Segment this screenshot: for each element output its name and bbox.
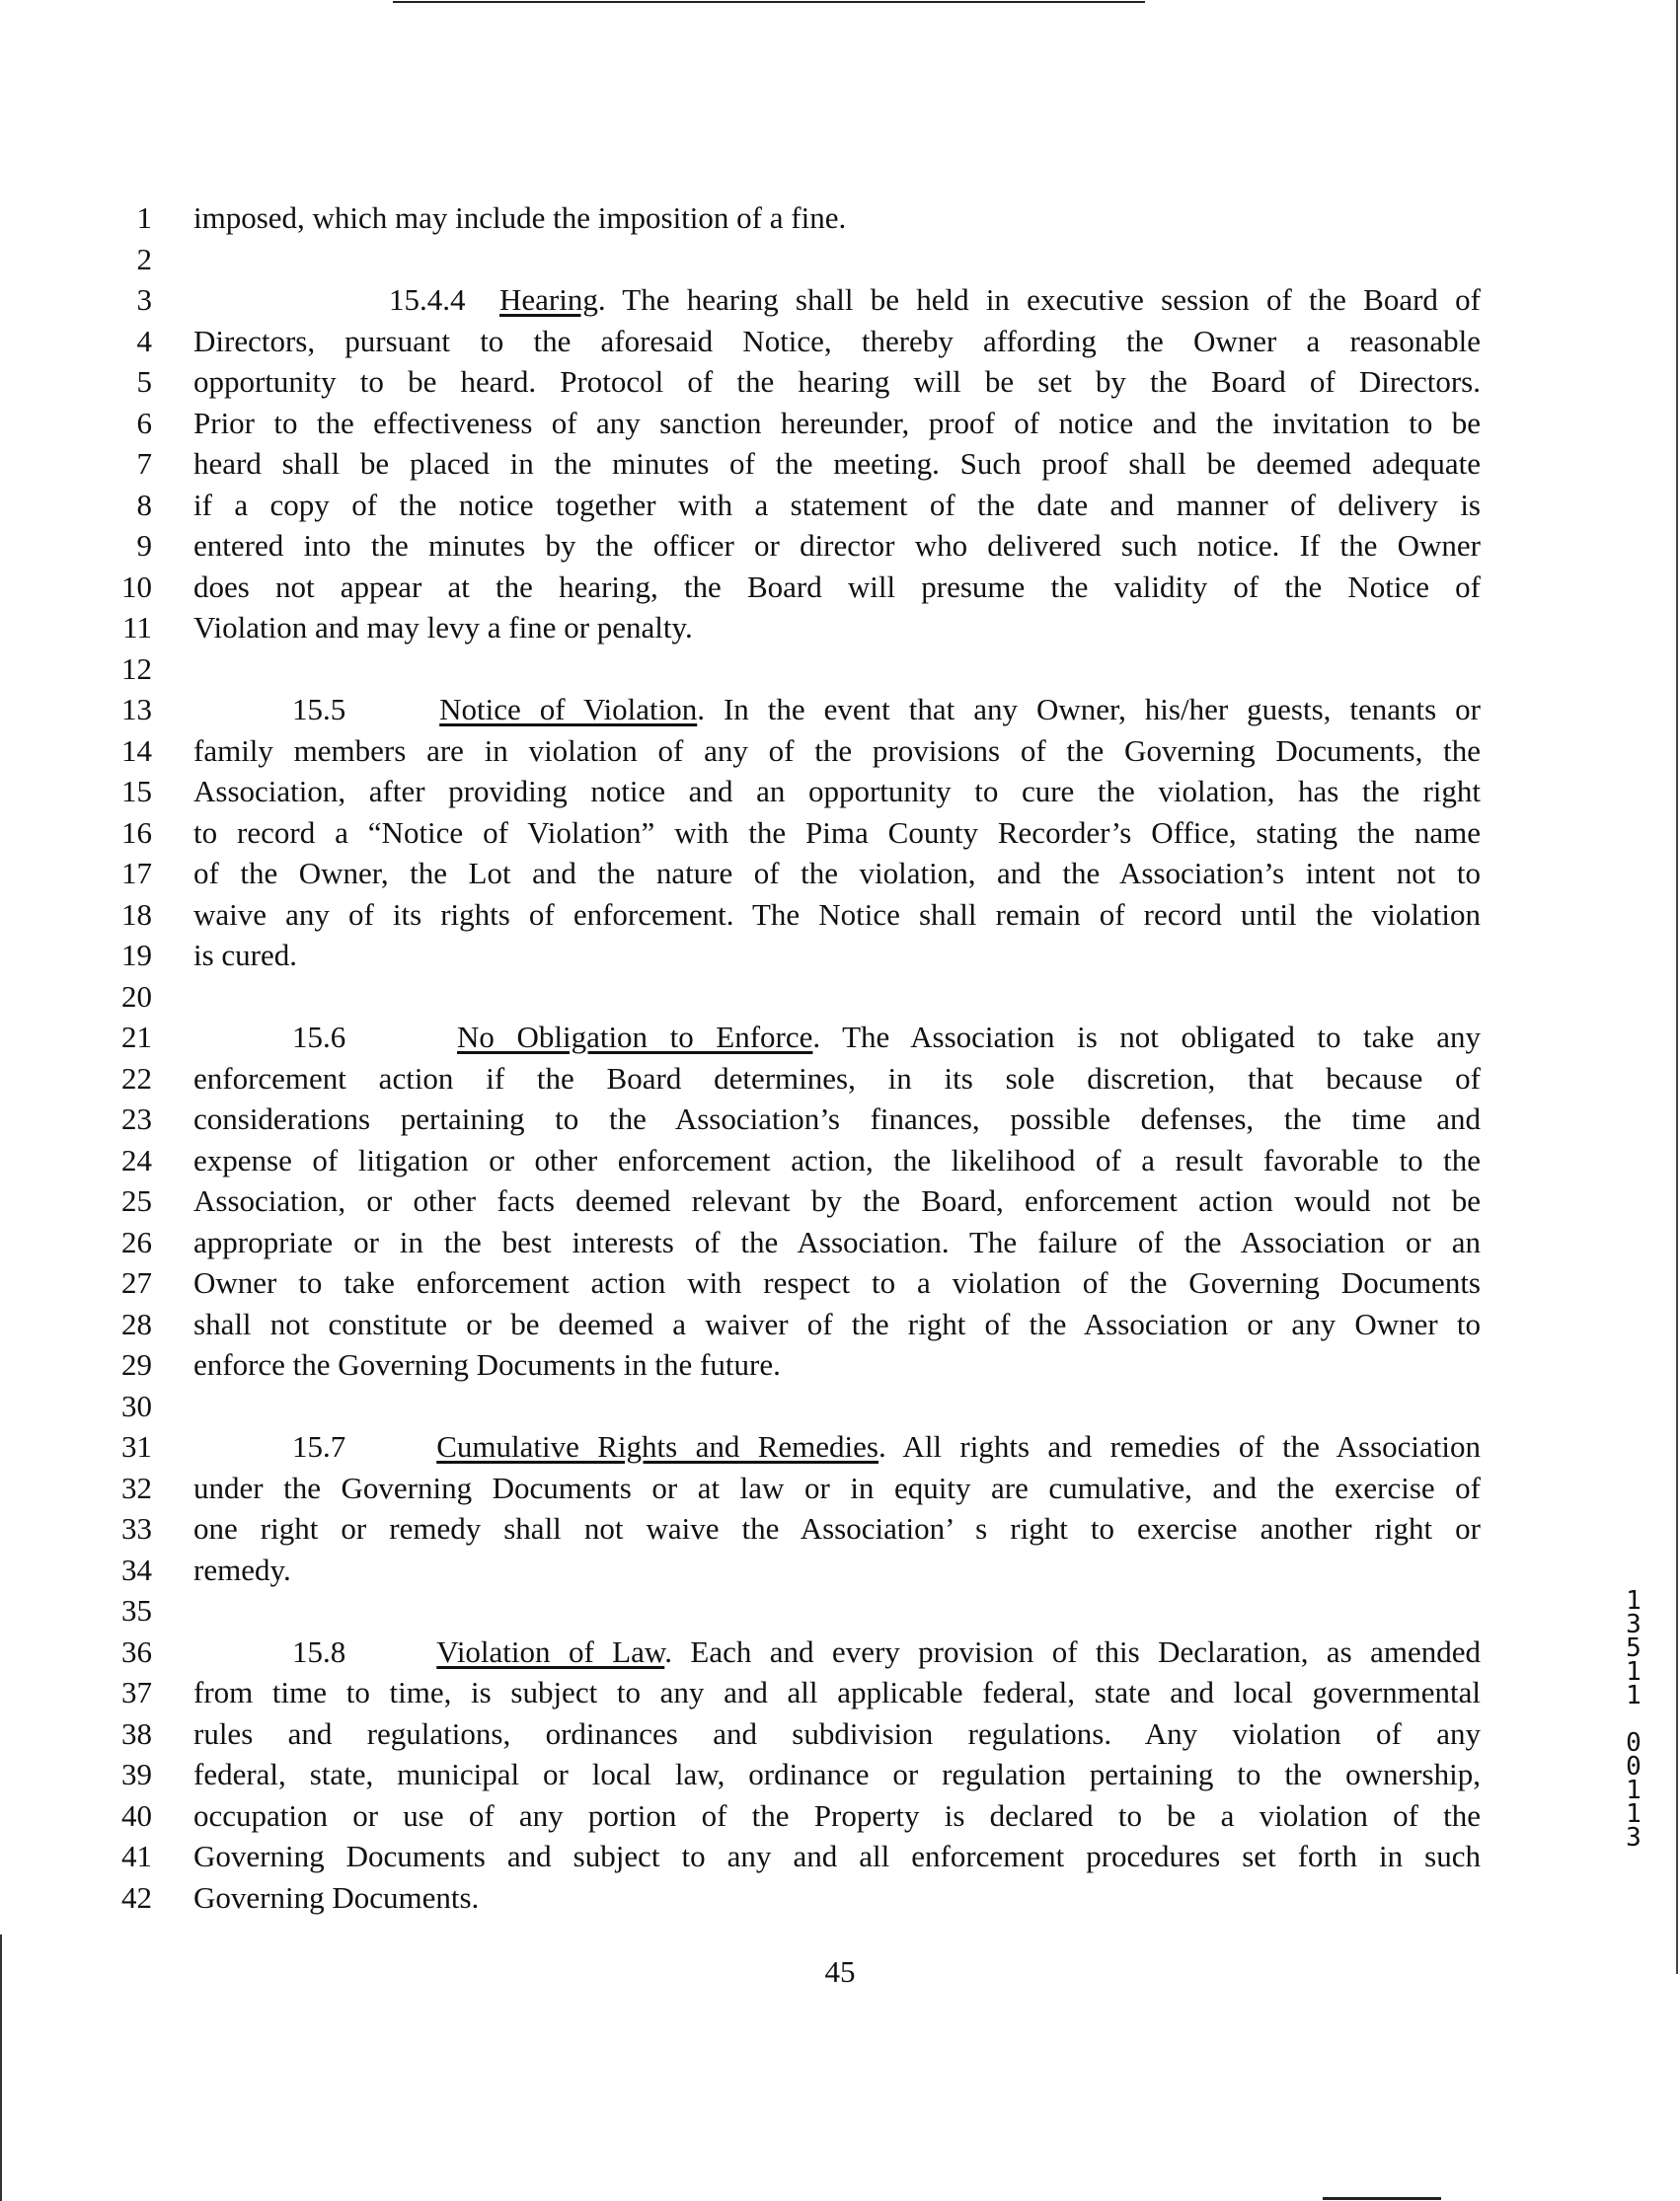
section-number: 15.8	[292, 1633, 346, 1669]
line-text: Owner to take enforcement action with respect to a violation of the Governing Documents	[193, 1265, 1481, 1300]
line-text: waive any of its rights of enforcement. The Notice shall remain of record until the violation	[193, 896, 1481, 932]
stamp-digit: 5	[1626, 1633, 1642, 1663]
document-line	[99, 1713, 1481, 1755]
document-line	[99, 689, 1481, 730]
stamp-digit: 1	[1626, 1776, 1642, 1805]
document-line	[99, 1386, 1481, 1427]
line-number: 32	[121, 1470, 152, 1505]
line-number: 8	[136, 487, 152, 522]
document-line	[99, 1795, 1481, 1837]
line-text: opportunity to be heard. Protocol of the hearing will be set by the Board of Directors.	[193, 364, 1481, 399]
document-line	[99, 1508, 1481, 1550]
bottom-scan-mark	[1323, 2197, 1441, 2200]
line-number: 11	[122, 610, 152, 645]
document-line	[99, 1222, 1481, 1263]
document-line	[99, 1550, 1481, 1591]
line-number: 6	[136, 405, 152, 440]
section-title: No Obligation to Enforce	[457, 1020, 813, 1054]
document-line	[99, 1754, 1481, 1795]
line-number: 23	[121, 1101, 152, 1136]
document-line	[99, 361, 1481, 403]
line-number: 1	[136, 200, 152, 235]
document-line	[99, 239, 1481, 280]
document-line	[99, 976, 1481, 1018]
line-text: to record a “Notice of Violation” with the Pima County Recorder’s Office, stating the name	[193, 814, 1481, 850]
section-text: . In the event that any Owner, his/her guests, tenants or	[697, 692, 1481, 726]
document-line	[99, 1344, 1481, 1386]
line-text: appropriate or in the best interests of the Association. The failure of the Association or an	[193, 1224, 1481, 1259]
document-line	[99, 607, 1481, 648]
line-number: 16	[121, 814, 152, 850]
stamp-digit: 1	[1626, 1586, 1642, 1616]
section-number: 15.5	[292, 692, 346, 726]
page-number: 45	[824, 1954, 856, 1989]
stamp-digit: 3	[1626, 1610, 1642, 1639]
line-number: 22	[121, 1060, 152, 1096]
line-number: 13	[121, 692, 152, 726]
document-line	[99, 567, 1481, 608]
line-number: 7	[136, 446, 152, 481]
section-text: . All rights and remedies of the Association	[878, 1429, 1481, 1464]
stamp-digit: 1	[1626, 1681, 1642, 1710]
line-number: 27	[121, 1265, 152, 1300]
line-number: 39	[121, 1757, 152, 1791]
line-number: 19	[121, 938, 152, 972]
document-line	[99, 279, 1481, 321]
line-text: Violation and may levy a fine or penalty.	[193, 610, 693, 645]
line-text: remedy.	[193, 1552, 291, 1587]
document-line	[99, 853, 1481, 894]
section-title: Cumulative Rights and Remedies	[436, 1429, 878, 1464]
line-number: 29	[121, 1347, 152, 1382]
line-text: Prior to the effectiveness of any sanction hereunder, proof of notice and the invitation to be	[193, 405, 1481, 440]
line-text: enforcement action if the Board determines, in its sole discretion, that because of	[193, 1060, 1481, 1096]
line-text: entered into the minutes by the officer or director who delivered such notice. If the Owner	[193, 528, 1481, 563]
line-number: 21	[121, 1020, 152, 1054]
line-text: imposed, which may include the imposition of a fine.	[193, 200, 847, 235]
line-number: 41	[121, 1839, 152, 1873]
line-text: family members are in violation of any of the provisions of the Governing Documents, the	[193, 732, 1481, 768]
line-text: Association, or other facts deemed relevant by the Board, enforcement action would not be	[193, 1183, 1481, 1218]
document-line	[99, 1426, 1481, 1468]
document-line	[99, 1672, 1481, 1713]
document-line	[99, 1017, 1481, 1058]
line-text: Directors, pursuant to the aforesaid Notice, thereby affording the Owner a reasonable	[193, 323, 1481, 358]
section-text: . Each and every provision of this Declaration, as amended	[664, 1633, 1481, 1669]
line-text: heard shall be placed in the minutes of the meeting. Such proof shall be deemed adequate	[193, 446, 1481, 481]
line-text: is cured.	[193, 938, 298, 972]
section-number: 15.4.4	[389, 282, 466, 317]
line-text: Governing Documents.	[193, 1879, 480, 1915]
document-line	[99, 730, 1481, 772]
line-number: 34	[121, 1552, 152, 1587]
stamp-digit: 3	[1626, 1823, 1642, 1853]
line-number: 28	[121, 1306, 152, 1341]
line-text: from time to time, is subject to any and all applicable federal, state and local governmental	[193, 1675, 1481, 1709]
document-line	[99, 1468, 1481, 1509]
document-line	[99, 1632, 1481, 1673]
section-number: 15.6	[292, 1020, 346, 1054]
document-line	[99, 894, 1481, 936]
document-line	[99, 935, 1481, 976]
line-number: 4	[136, 323, 152, 358]
document-line	[99, 1836, 1481, 1877]
section-title: Violation of Law	[436, 1633, 665, 1669]
line-number: 40	[121, 1797, 152, 1833]
line-number: 15	[121, 774, 152, 808]
document-line	[99, 1099, 1481, 1140]
document-line	[99, 812, 1481, 854]
line-number: 2	[136, 241, 152, 276]
line-number: 18	[121, 896, 152, 932]
section-number: 15.7	[292, 1429, 346, 1464]
stamp-digit: 0	[1626, 1728, 1642, 1758]
line-text: of the Owner, the Lot and the nature of the violation, and the Association’s intent not to	[193, 856, 1481, 890]
recording-stamp	[1619, 1586, 1648, 1853]
line-number: 25	[121, 1183, 152, 1218]
line-number: 20	[121, 978, 152, 1014]
line-number: 9	[136, 528, 152, 563]
document-line	[99, 1590, 1481, 1632]
document-line	[99, 1058, 1481, 1100]
line-number: 37	[121, 1675, 152, 1709]
document-line	[99, 771, 1481, 812]
section-title: Hearing	[499, 282, 598, 317]
document-line	[99, 648, 1481, 690]
line-number: 38	[121, 1715, 152, 1751]
document-line	[99, 443, 1481, 485]
line-text: enforce the Governing Documents in the future.	[193, 1347, 781, 1382]
line-number: 10	[121, 569, 152, 604]
stamp-digit: 0	[1626, 1752, 1642, 1782]
line-text	[292, 1017, 1481, 1058]
line-number: 17	[121, 856, 152, 890]
right-scan-edge	[1676, 0, 1678, 1974]
line-number: 12	[121, 650, 152, 686]
line-number: 14	[121, 732, 152, 768]
document-line	[99, 1140, 1481, 1181]
line-number: 42	[121, 1879, 152, 1915]
line-text: under the Governing Documents or at law or in equity are cumulative, and the exercise of	[193, 1470, 1481, 1505]
document-line	[99, 1877, 1481, 1919]
line-text: shall not constitute or be deemed a waiver of the right of the Association or any Owner to	[193, 1306, 1481, 1341]
line-text: does not appear at the hearing, the Board will presume the validity of the Notice of	[193, 569, 1481, 604]
line-text	[292, 1632, 1481, 1673]
stamp-digit: 1	[1626, 1657, 1642, 1687]
line-number: 3	[136, 282, 152, 317]
line-number: 33	[121, 1511, 152, 1546]
line-text: Governing Documents and subject to any and all enforcement procedures set forth in such	[193, 1839, 1481, 1873]
document-line	[99, 1262, 1481, 1304]
document-line	[99, 403, 1481, 444]
stamp-digit: 1	[1626, 1799, 1642, 1829]
line-text: federal, state, municipal or local law, ordinance or regulation pertaining to the ownership,	[193, 1757, 1481, 1791]
line-number: 26	[121, 1224, 152, 1259]
document-line	[99, 1304, 1481, 1345]
line-number: 36	[121, 1633, 152, 1669]
top-rule	[393, 1, 1145, 3]
line-text: expense of litigation or other enforcement action, the likelihood of a result favorable to the	[193, 1142, 1481, 1177]
line-number: 5	[136, 364, 152, 399]
line-text: rules and regulations, ordinances and subdivision regulations. Any violation of any	[193, 1715, 1481, 1751]
section-title: Notice of Violation	[439, 692, 698, 726]
line-text: considerations pertaining to the Association’s finances, possible defenses, the time and	[193, 1101, 1481, 1136]
line-text: if a copy of the notice together with a statement of the date and manner of delivery is	[193, 487, 1481, 522]
line-text	[292, 1426, 1481, 1468]
line-number: 30	[121, 1388, 152, 1423]
line-number: 24	[121, 1142, 152, 1177]
document-line	[99, 321, 1481, 362]
line-text	[292, 689, 1481, 730]
document-line	[99, 525, 1481, 567]
document-line	[99, 1180, 1481, 1222]
line-text: occupation or use of any portion of the Property is declared to be a violation of the	[193, 1797, 1481, 1833]
line-text: Association, after providing notice and an opportunity to cure the violation, has the right	[193, 774, 1481, 808]
document-line	[99, 197, 1481, 239]
document-line	[99, 485, 1481, 526]
section-text: . The Association is not obligated to take any	[812, 1020, 1481, 1054]
line-text: one right or remedy shall not waive the Association’ s right to exercise another right or	[193, 1511, 1481, 1546]
line-text	[389, 279, 1481, 321]
section-text: . The hearing shall be held in executive session of the Board of	[597, 282, 1482, 317]
line-number: 31	[121, 1429, 152, 1464]
line-number: 35	[121, 1593, 152, 1628]
